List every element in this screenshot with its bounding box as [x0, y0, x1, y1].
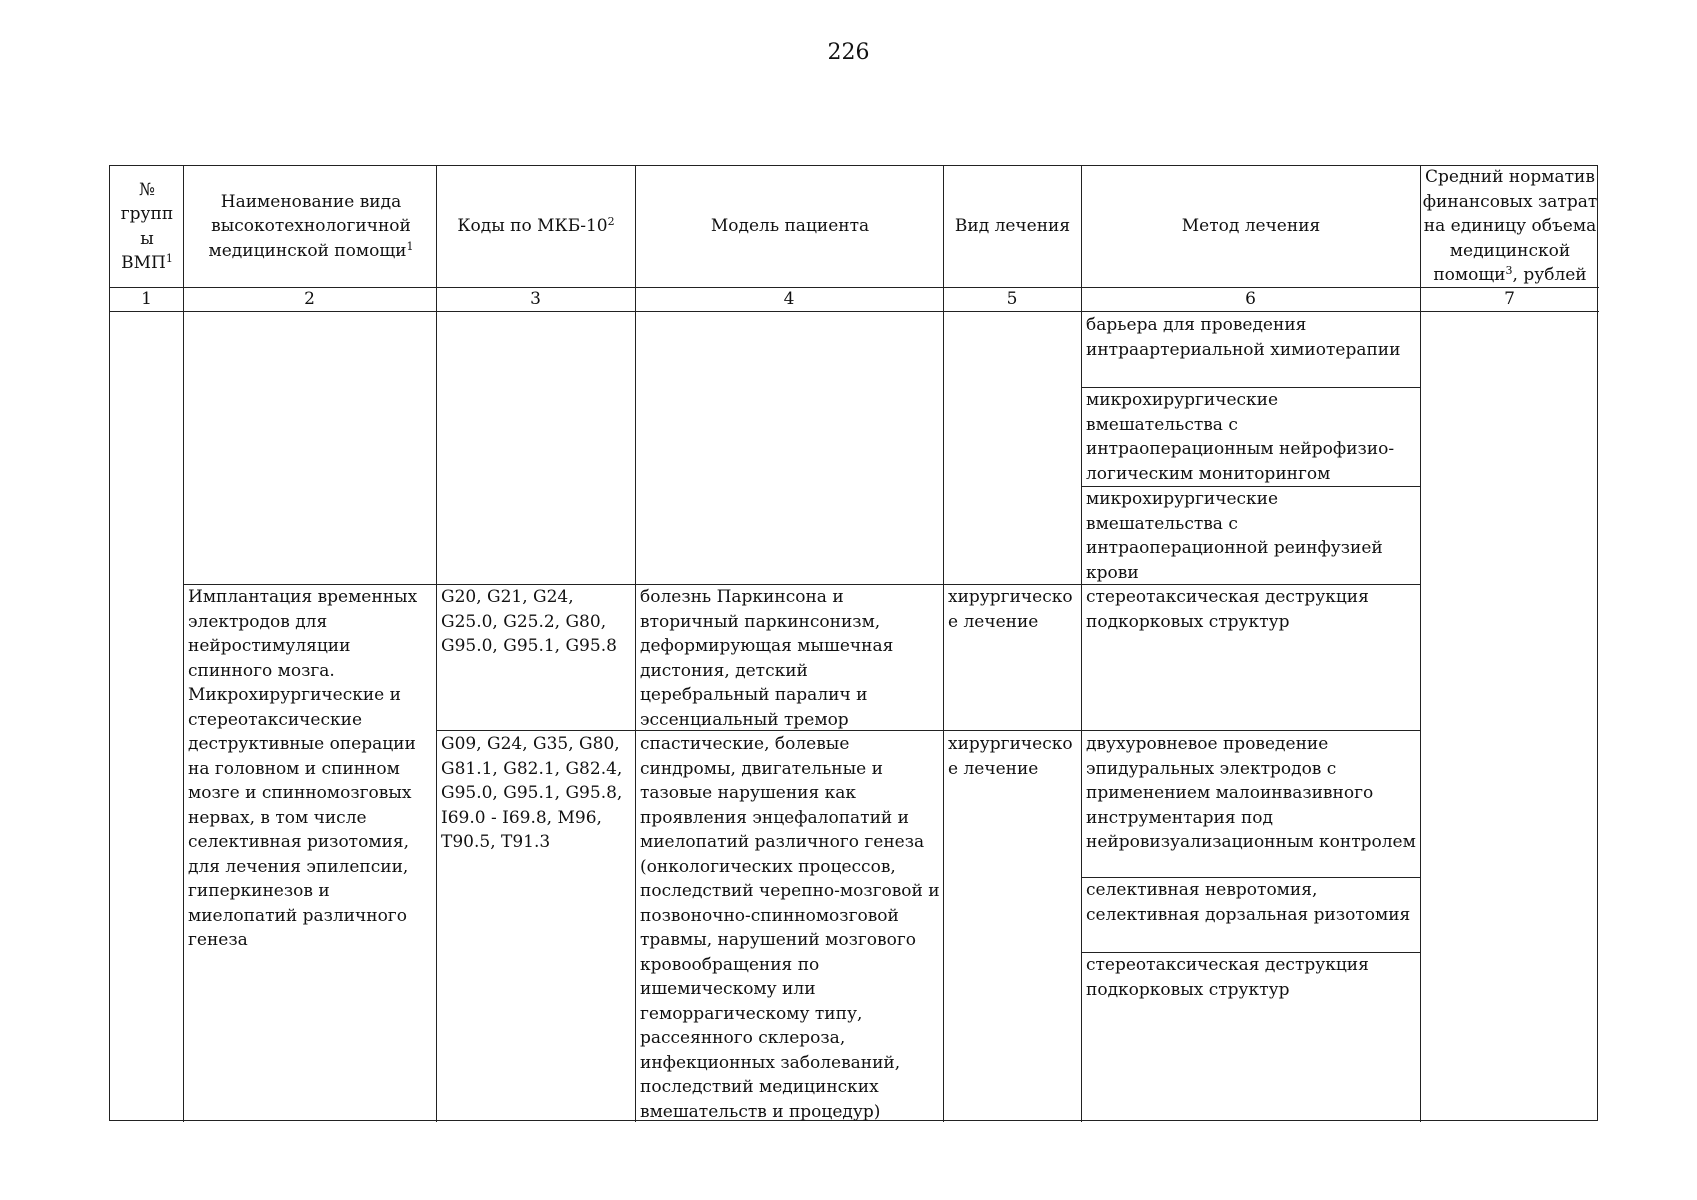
col-divider — [943, 166, 944, 1122]
treatment-type-cell: хирургическо е лечение — [948, 734, 1073, 779]
header-group-number — [112, 166, 182, 287]
footnote-mark: 2 — [607, 215, 615, 229]
vmp-table — [109, 165, 1598, 1121]
footnote-mark: 1 — [165, 252, 173, 265]
header-patient-model — [640, 166, 940, 287]
column-number: 2 — [304, 289, 315, 309]
col-divider — [183, 166, 184, 1122]
method-cell: барьера для проведения интраартериальной химиотерапии — [1086, 315, 1401, 360]
header-treatment-method — [1085, 166, 1417, 287]
treatment-type-cell: хирургическо е лечение — [948, 587, 1073, 632]
header-cost-standard — [1422, 166, 1598, 287]
footnote-mark: 3 — [1505, 264, 1513, 278]
column-number: 7 — [1504, 289, 1515, 309]
column-number: 4 — [783, 289, 795, 309]
page-number: 226 — [827, 40, 870, 65]
method-cell: селективная невротомия, селективная дорзальная ризотомия — [1086, 880, 1411, 925]
header-treatment-type-text: Вид лечения — [954, 216, 1071, 237]
header-patient-model-text: Модель пациента — [710, 216, 870, 237]
col-divider — [436, 166, 437, 1122]
column-number: 5 — [1006, 289, 1018, 309]
patient-model-cell: болезнь Паркинсона и вторичный паркинсонизм, деформирующая мышечная дистония, детский церебральный паралич и эссенциальный тремор — [640, 587, 894, 730]
header-treatment-method-text: Метод лечения — [1181, 216, 1321, 237]
header-icd-codes-text: Коды по МКБ-10 — [457, 216, 608, 237]
method-cell: стереотаксическая деструкция подкорковых структур — [1086, 587, 1369, 632]
icd-codes-cell: G09, G24, G35, G80, G81.1, G82.1, G82.4, G95.0, G95.1, G95.8, I69.0 - I69.8, M96, T90.5, T91.3 — [441, 734, 623, 852]
col-divider — [1081, 166, 1082, 1122]
method-cell: двухуровневое проведение эпидуральных электродов с применением малоинвазивного инструментария под нейровизуализационным контролем — [1086, 734, 1416, 852]
column-number: 1 — [141, 289, 152, 309]
header-cost-standard-text: Средний норматив финансовых затрат на единицу объема медицинской помощи — [1422, 167, 1598, 286]
header-icd-codes — [440, 166, 632, 287]
col-divider — [1420, 166, 1421, 1122]
vmp-name-cell: Имплантация временных электродов для нейростимуляции спинного мозга. Микрохирургические и стереотаксические деструктивные операции на головном и спинном мозге и спинномозговых нервах, в том числе селективная ризотомия, для лечения эпилепсии, гиперкинезов и миелопатий различного генеза — [188, 587, 418, 950]
footnote-mark: 1 — [406, 239, 414, 253]
column-number: 6 — [1245, 289, 1256, 309]
header-cost-standard-unit: , рублей — [1512, 265, 1587, 286]
col-divider — [635, 166, 636, 1122]
icd-codes-cell: G20, G21, G24, G25.0, G25.2, G80, G95.0, G95.1, G95.8 — [441, 587, 617, 656]
patient-model-cell: спастические, болевые синдромы, двигательные и тазовые нарушения как проявления энцефалопатий и миелопатий различного генеза (онкологических процессов, последствий черепно-мозговой и позвоночно-спинномозговой травмы, нарушений мозгового кровообращения по ишемическому или геморрагическому типу, рассеянного склероза, инфекционных заболеваний, последствий медицинских вмешательств и процедур) — [640, 734, 940, 1122]
method-cell: микрохирургические вмешательства с интраоперационной реинфузией крови — [1086, 489, 1383, 583]
column-number: 3 — [530, 289, 541, 309]
method-cell: микрохирургические вмешательства с интраоперационным нейрофизио-логическим мониторингом — [1086, 390, 1395, 484]
header-group-number-text: № групп ы ВМП — [120, 179, 174, 273]
header-treatment-type — [946, 166, 1079, 287]
header-vmp-name-text: Наименование вида высокотехнологичной медицинской помощи — [208, 191, 411, 261]
number-row-divider — [110, 311, 1599, 312]
method-cell: стереотаксическая деструкция подкорковых структур — [1086, 955, 1369, 1000]
header-vmp-name — [190, 166, 432, 287]
header-divider — [110, 287, 1599, 288]
